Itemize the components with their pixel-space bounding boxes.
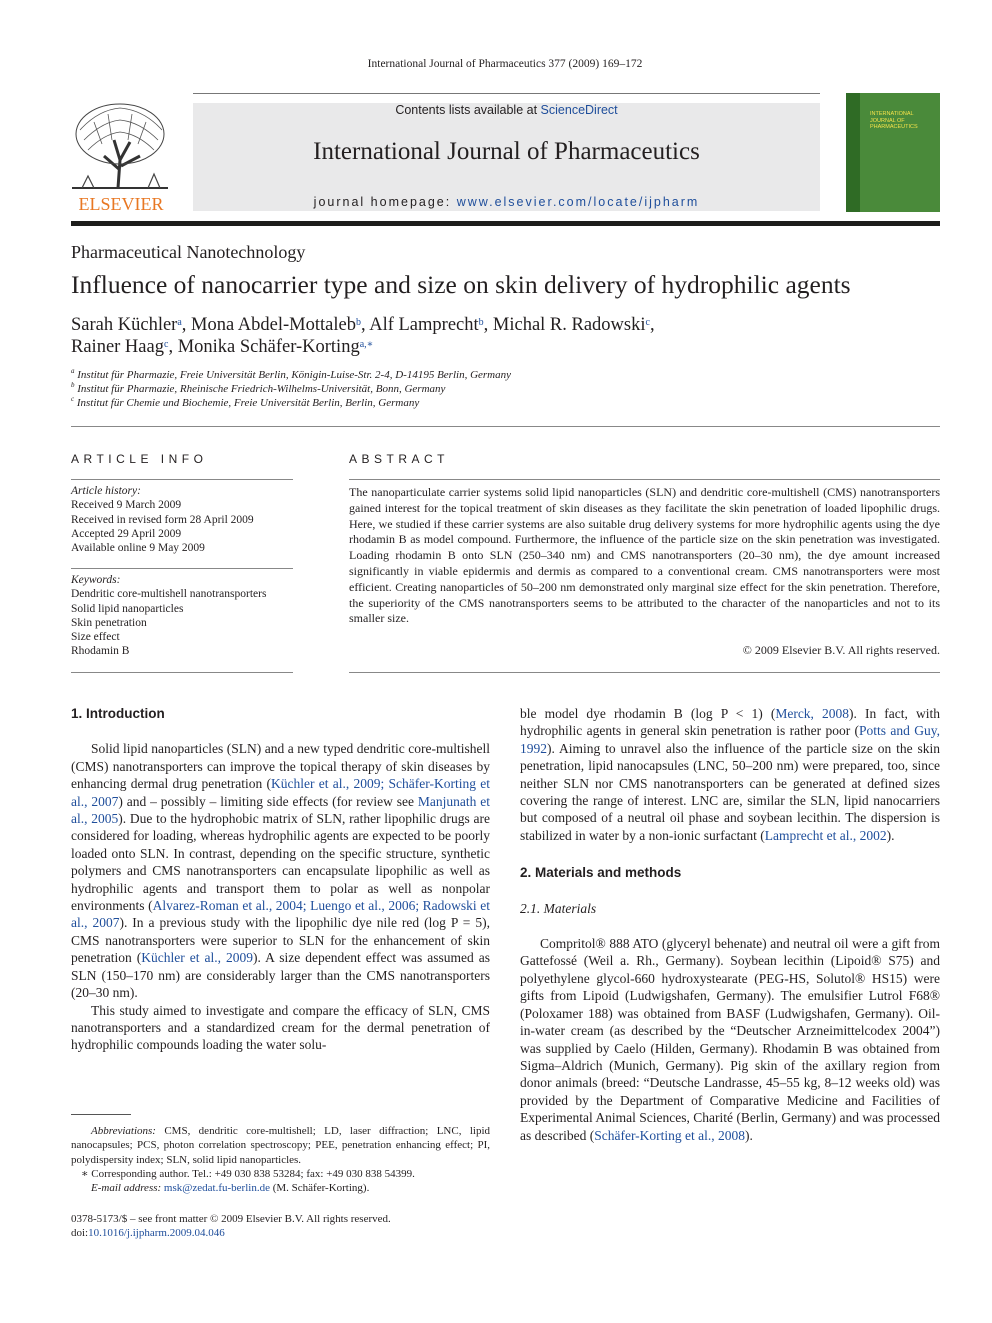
journal-citation: International Journal of Pharmaceutics 377 (2009) 169–172 [367, 58, 643, 70]
affiliation-mark: c [71, 395, 75, 403]
corresponding-author: ∗ Corresponding author. Tel.: +49 030 838 53284; fax: +49 030 838 54399. [81, 1167, 415, 1180]
materials-heading: 2.1. Materials [520, 900, 597, 916]
article-info-heading: ARTICLE INFO [71, 452, 208, 466]
journal-cover-thumbnail[interactable] [846, 93, 940, 212]
article-title: Influence of nanocarrier type and size on skin delivery of hydrophilic agents [71, 270, 851, 299]
footnote-rule [71, 1114, 131, 1115]
article-history [71, 484, 296, 555]
affiliation-mark: b [71, 381, 75, 389]
text-run: Compritol® 888 ATO (glyceryl behenate) and neutral oil were a gift from Gattefossé (Weil a. Rh., Germany). Soybean lecithin (Lipoid® S75) and polyethylene glycol-660 hydroxystearate (PEG-HS, Solutol® HS15) were gifts from Lipoid (Ludwigshafen, Germany). The emulsifier Lutrol F68® (Poloxamer 188) was obtained from BASF (Ludwigshafen, Germany). Oil-in-water cream (as described by the “Deutscher Arzneimittelcodex 2004”) was supplied by Caelo (Hilden, Germany). Rhodamin B was obtained from Sigma–Aldrich (Munich, Germany). Pig skin of the axillary region from donor animals (breed: “Deutsche Landrasse, 45–55 kg, 8–12 weeks old) was provided by the Department of Comparative Medicine and Facilities of Experimental Animal Sciences, Charité (Berlin, Germany) and was processed as described ( [520, 936, 940, 1143]
history-item: Received in revised form 28 April 2009 [71, 513, 254, 526]
author[interactable]: Mona Abdel-Mottaleb [191, 315, 356, 335]
affiliation [71, 369, 511, 381]
issn-line: 0378-5173/$ – see front matter © 2009 Elsevier B.V. All rights reserved. [71, 1213, 391, 1225]
email-link[interactable]: msk@zedat.fu-berlin.de [163, 1182, 270, 1195]
intro-paragraph-continued [520, 705, 940, 844]
elsevier-wordmark: ELSEVIER [78, 194, 164, 214]
citation-link[interactable]: Schäfer-Korting et al., 2008 [594, 1127, 746, 1143]
history-item: Accepted 29 April 2009 [71, 527, 182, 540]
author-affil-mark[interactable]: a,∗ [359, 339, 374, 350]
email-line [71, 1181, 490, 1195]
affiliation [71, 397, 419, 409]
elsevier-tree-icon [68, 100, 174, 214]
contents-line [193, 103, 820, 117]
citation-link[interactable]: Küchler et al., 2009 [141, 950, 254, 966]
author[interactable]: Alf Lamprecht [369, 315, 479, 335]
abbreviations-label: Abbreviations: [91, 1125, 156, 1137]
keyword: Solid lipid nanoparticles [71, 602, 184, 615]
doi-line [71, 1226, 490, 1240]
author[interactable]: Monika Schäfer-Korting [177, 337, 360, 357]
citation-link[interactable]: Küchler et al., 2009; Schäfer-Korting et al., 2007 [71, 776, 490, 809]
keyword: Rhodamin B [71, 645, 130, 658]
affiliation [71, 383, 445, 395]
email-label: E-mail address: [91, 1182, 162, 1195]
journal-homepage [193, 195, 820, 209]
author[interactable]: Sarah Küchler [71, 315, 178, 335]
affiliation-text: Institut für Pharmazie, Rheinische Friedrich-Wilhelms-Universität, Bonn, Germany [77, 383, 446, 395]
divider [71, 672, 293, 673]
introduction-heading: 1. Introduction [71, 706, 165, 721]
keywords-label: Keywords: [71, 574, 121, 586]
text-run: ). Aiming to unravel also the influence of the particle size on the skin penetration, lipid nanocapsules (LNC, 50–200 nm) were prepared, too, since neither SLN nor CMS nanotransporters can be generated at defined sizes covering the range of interest. LNC are, similar the SLN, lipid nanocarriers but composed of a neutral oil phase and soybean lecithin. The dispersion is stabilized in water by a non-ionic surfactant ( [520, 740, 940, 843]
email-suffix: (M. Schäfer-Korting). [269, 1182, 370, 1195]
citation-link[interactable]: Manjunath et al., 2005 [71, 793, 490, 827]
author-affil-mark[interactable]: c [163, 339, 169, 350]
front-matter [71, 1212, 490, 1241]
methods-heading: 2. Materials and methods [520, 865, 682, 881]
text-run: ) and – possibly – limiting side effects (for review see [118, 793, 418, 809]
author[interactable]: Michal R. Radowski [492, 315, 646, 335]
left-column [71, 705, 490, 1054]
text-run: ). In fact, with hydrophilic agents in general skin penetration is rather poor ( [520, 706, 940, 739]
author-affil-mark[interactable]: a [177, 317, 182, 328]
elsevier-logo[interactable] [68, 100, 174, 214]
keywords [71, 573, 296, 659]
cover-title: INTERNATIONAL JOURNAL OF PHARMACEUTICS [870, 111, 918, 130]
text-run: ). Due to the hydrophobic matrix of SLN, rather lipophilic drugs are considered for loading, whereas hydrophilic agents are expected to be poorly loaded onto SLN. In contrast, depending on the specific structure, synthetic polymers and CMS nanotransporters can encapsulate lipophilic as well as hydrophilic agents and transport them to polar as well as nonpolar environments ( [71, 811, 490, 914]
author[interactable]: Rainer Haag [71, 337, 164, 357]
journal-title: International Journal of Pharmaceutics [313, 138, 700, 165]
materials-paragraph [520, 935, 940, 1144]
intro-paragraph: This study aimed to investigate and compare the efficacy of SLN, CMS nanotransporters and a standardized cream for the dermal penetration of hydrophilic compounds loading the water solu- [71, 1002, 490, 1053]
citation-link[interactable]: Merck, 2008 [775, 706, 850, 721]
divider [71, 479, 293, 480]
banner-top-rule [193, 93, 820, 94]
affiliation-text: Institut für Pharmazie, Freie Universität Berlin, Königin-Luise-Str. 2-4, D-14195 Berlin, Germany [77, 369, 511, 381]
doi-label: doi: [71, 1227, 89, 1240]
keyword: Size effect [71, 631, 120, 644]
history-item: Available online 9 May 2009 [71, 542, 205, 555]
keyword: Skin penetration [71, 616, 147, 629]
text-run: ble model dye rhodamin B (log P < 1) ( [520, 706, 776, 721]
right-column [520, 705, 940, 1144]
header-rule [71, 221, 940, 226]
footnotes [71, 1124, 490, 1195]
affiliation-text: Institut für Chemie und Biochemie, Freie Universität Berlin, Berlin, Germany [76, 397, 420, 409]
history-item: Received 9 March 2009 [71, 499, 182, 512]
intro-paragraph [71, 740, 490, 1001]
author-affil-mark[interactable]: c [645, 317, 650, 328]
citation-link[interactable]: Lamprecht et al., 2002 [764, 827, 887, 843]
citation-link[interactable]: Potts and Guy, 1992 [520, 723, 940, 756]
doi-link[interactable]: 10.1016/j.ijpharm.2009.04.046 [88, 1227, 225, 1240]
text-run: ). [745, 1127, 753, 1143]
abstract-heading: ABSTRACT [349, 452, 450, 466]
affiliation-mark: a [71, 367, 75, 375]
divider [349, 672, 940, 673]
homepage-prefix: journal homepage: [313, 195, 452, 209]
abbreviations-text: CMS, dendritic core-multishell; LD, laser diffraction; LNC, lipid nanocapsules; PCS, photon correlation spectroscopy; PEE, penetration enhancing effect; PI, polydispersity index; SLN, solid lipid nanoparticles. [71, 1125, 490, 1166]
author-affil-mark[interactable]: b [355, 317, 361, 328]
article-section: Pharmaceutical Nanotechnology [71, 242, 306, 262]
abstract-copyright: © 2009 Elsevier B.V. All rights reserved. [742, 643, 940, 657]
divider [71, 568, 293, 569]
text-run: ). [886, 827, 895, 843]
history-label: Article history: [71, 485, 141, 497]
abbreviations-footnote [71, 1124, 490, 1167]
divider [71, 426, 940, 427]
keyword: Dendritic core-multishell nanotransporters [71, 588, 267, 601]
author-list: Sarah Küchler$^a$, Mona Abdel-Mottaleb$^b$, Alf Lamprecht$^b$, Michal R. Radowski$^c$, Rainer Haag$^c$, Monika Schäfer-Korting$^{a,∗}$ [71, 315, 655, 357]
abstract-text: The nanoparticulate carrier systems solid lipid nanoparticles (SLN) and dendritic core-multishell (CMS) nanotransporters gained interest for the topical treatment of skin diseases as they facilitate the skin penetration of loaded lipophilic drugs. Here, we studied if these carrier systems are also suitable drug delivery systems for more hydrophilic agents using the dye rhodamin B as model compound. Furthermore, the influence of the particle size on the skin penetration was investigated. Loading rhodamin B onto SLN (250–340 nm) and CMS nanotransporters (20–30 nm), the dye amount increased significantly in viable epidermis and dermis as compared to a conventional cream. CMS nanotransporters were most efficient. Creating nanoparticles of 50–200 nm demonstrated only marginal size effect for the skin penetration. Therefore, the superiority of the CMS nanotransporters seems to be attributed to the character of the nanoparticles and not to its smaller size. [349, 485, 940, 626]
divider [349, 479, 940, 480]
sciencedirect-link[interactable]: ScienceDirect [540, 103, 618, 117]
text-run: Solid lipid nanoparticles (SLN) and a new typed dendritic core-multishell (CMS) nanotransporters can improve the topical therapy of skin diseases by enhancing dermal drug penetration ( [71, 741, 490, 792]
text-run: ). A size dependent effect was assumed as SLN (150–170 nm) are considerably larger than the CMS nanotransporters (20–30 nm). [71, 950, 490, 1001]
author-affil-mark[interactable]: b [478, 317, 484, 328]
contents-prefix: Contents lists available at [395, 103, 538, 117]
text-run: ). In a previous study with the lipophilic dye nile red (log P = 5), CMS nanotransporters were superior to SLN for the enhancement of skin penetration ( [71, 915, 490, 966]
citation-link[interactable]: Alvarez-Roman et al., 2004; Luengo et al., 2006; Radowski et al., 2007 [71, 898, 491, 931]
homepage-link[interactable]: www.elsevier.com/locate/ijpharm [456, 195, 700, 209]
